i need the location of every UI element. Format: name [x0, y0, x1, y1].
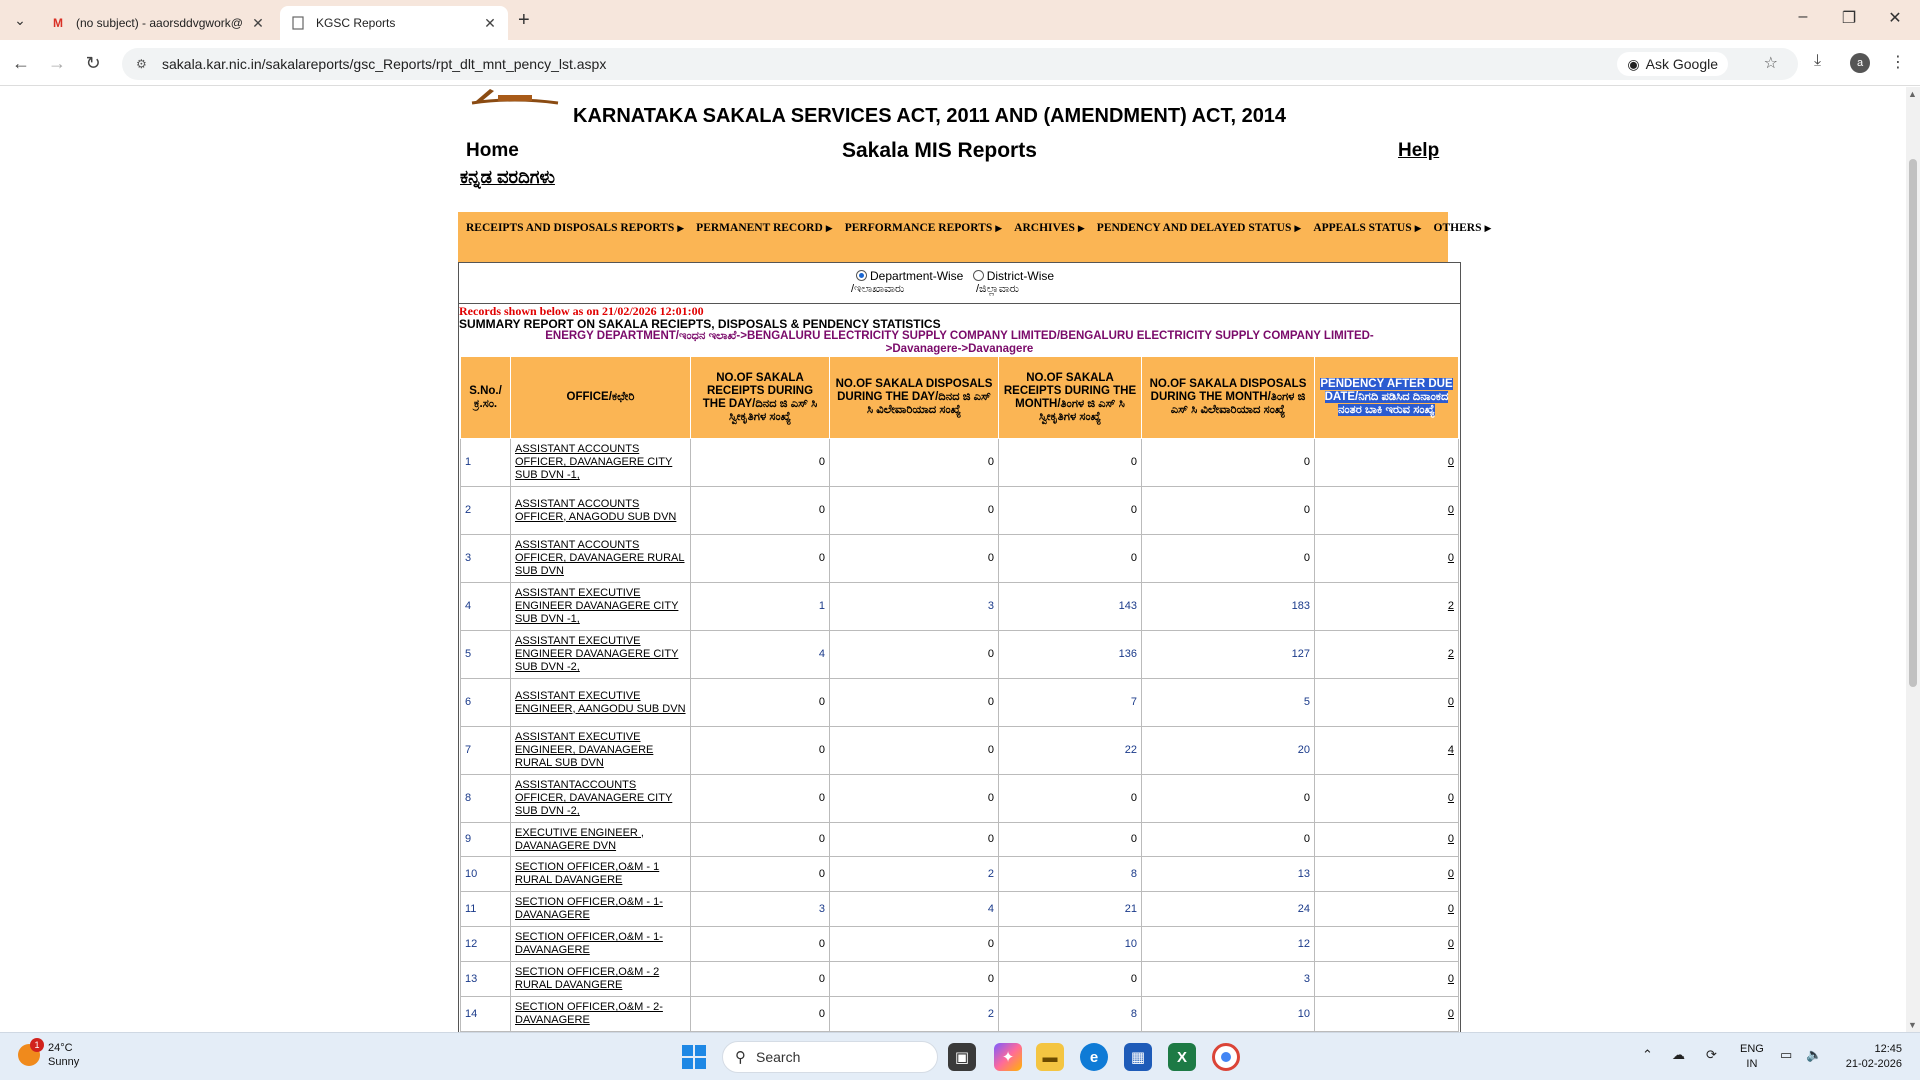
table-row [461, 487, 1459, 535]
table-row [461, 439, 1459, 487]
sno-cell: 14 [461, 997, 511, 1032]
rm-cell: 8 [999, 857, 1142, 892]
pendency-link[interactable]: 4 [1447, 744, 1454, 756]
forward-icon[interactable]: → [48, 53, 66, 73]
caret-right-icon: ▶ [1484, 223, 1492, 233]
caret-right-icon: ▶ [825, 223, 833, 233]
rm-cell: 0 [999, 962, 1142, 997]
dm-cell: 20 [1142, 727, 1315, 775]
rm-cell: 0 [999, 439, 1142, 487]
menu-performance-reports[interactable] [845, 222, 1002, 234]
pendency-cell[interactable] [1315, 535, 1459, 583]
dd-cell: 3 [830, 583, 999, 631]
chrome-icon[interactable] [1212, 1043, 1240, 1071]
menu-label: ARCHIVES [1014, 222, 1075, 234]
pendency-cell[interactable] [1315, 583, 1459, 631]
reload-icon[interactable]: ↻ [85, 53, 101, 73]
search-placeholder: Search [756, 1049, 801, 1065]
start-button[interactable] [682, 1045, 706, 1069]
report-table [460, 356, 1459, 1032]
restore-icon[interactable]: ❐ [1841, 10, 1857, 27]
menu-label: PENDENCY AND DELAYED STATUS [1096, 222, 1292, 234]
sno-cell: 4 [461, 583, 511, 631]
menu-label: APPEALS STATUS [1313, 222, 1412, 234]
rm-cell: 22 [999, 727, 1142, 775]
dd-cell: 0 [830, 927, 999, 962]
office-link[interactable]: ASSISTANT ACCOUNTS OFFICER, DAVANAGERE RURAL SUB DVN [515, 539, 685, 577]
dm-cell: 12 [1142, 927, 1315, 962]
dm-cell: 10 [1142, 997, 1315, 1032]
language-indicator[interactable] [1740, 1042, 1764, 1072]
office-link[interactable]: ASSISTANT EXECUTIVE ENGINEER, DAVANAGERE RURAL SUB DVN [515, 731, 654, 769]
caret-right-icon: ▶ [1077, 223, 1085, 233]
summary-heading: SUMMARY REPORT ON SAKALA RECIEPTS, DISPOSALS & PENDENCY STATISTICS [459, 317, 941, 331]
office-cell[interactable] [511, 535, 691, 583]
office-link[interactable]: SECTION OFFICER,O&M - 1-DAVANAGERE [515, 931, 663, 956]
rd-cell: 0 [691, 823, 830, 857]
table-row [461, 857, 1459, 892]
vertical-scrollbar[interactable] [1906, 87, 1920, 1032]
caret-right-icon: ▶ [1414, 223, 1422, 233]
rd-cell: 0 [691, 857, 830, 892]
rd-cell: 3 [691, 892, 830, 927]
sno-cell: 1 [461, 439, 511, 487]
dm-cell: 0 [1142, 535, 1315, 583]
weather-widget[interactable] [18, 1041, 79, 1069]
office-link[interactable]: ASSISTANT EXECUTIVE ENGINEER DAVANAGERE CITY SUB DVN -1, [515, 587, 679, 625]
tab-kgsc-reports[interactable] [280, 6, 508, 40]
table-row [461, 535, 1459, 583]
file-explorer-icon[interactable]: ▬ [1036, 1043, 1064, 1071]
pendency-link[interactable]: 2 [1447, 648, 1454, 660]
radio-selected-icon [856, 270, 867, 281]
dd-cell: 0 [830, 823, 999, 857]
edge-icon[interactable]: e [1080, 1043, 1108, 1071]
office-cell[interactable] [511, 892, 691, 927]
notification-badge: 1 [30, 1038, 44, 1052]
scroll-thumb[interactable] [1909, 159, 1917, 687]
office-cell[interactable] [511, 727, 691, 775]
col-receipts-day: NO.OF SAKALA RECEIPTS DURING THE DAY/ದಿನದ ಜಿ ಎಸ್ ಸಿ ಸ್ವೀಕೃತಿಗಳ ಸಂಖ್ಯೆ [691, 357, 830, 439]
wise-selector [856, 269, 1060, 283]
pendency-link[interactable]: 0 [1447, 867, 1454, 880]
sno-cell: 2 [461, 487, 511, 535]
menu-label: PERMANENT RECORD [696, 222, 823, 234]
records-timestamp: Records shown below as on 21/02/2026 12:01:00 [459, 304, 704, 318]
onedrive-icon[interactable]: ☁ [1672, 1047, 1685, 1062]
office-cell[interactable] [511, 927, 691, 962]
office-cell[interactable] [511, 583, 691, 631]
url-text: sakala.kar.nic.in/sakalareports/gsc_Reports/rpt_dlt_mnt_pency_lst.aspx [162, 56, 607, 72]
tab-title: (no subject) - aaorsddvgwork@ [76, 16, 243, 30]
dd-cell: 0 [830, 962, 999, 997]
pendency-link[interactable]: 0 [1447, 792, 1454, 804]
pendency-cell[interactable] [1315, 439, 1459, 487]
caret-right-icon: ▶ [677, 223, 685, 233]
rm-cell: 136 [999, 631, 1142, 679]
taskbar-search[interactable] [722, 1041, 938, 1073]
dm-cell: 0 [1142, 823, 1315, 857]
tab-strip [0, 0, 1920, 40]
rd-cell: 0 [691, 535, 830, 583]
pendency-cell[interactable] [1315, 727, 1459, 775]
rd-cell: 0 [691, 439, 830, 487]
menu-receipts-disposals[interactable] [466, 222, 684, 234]
dd-cell: 0 [830, 775, 999, 823]
office-link[interactable]: ASSISTANT EXECUTIVE ENGINEER DAVANAGERE CITY SUB DVN -2, [515, 635, 679, 673]
home-link[interactable]: Home [466, 140, 519, 161]
kannada-reports-link[interactable]: ಕನ್ನಡ ವರದಿಗಳು [460, 167, 555, 187]
pendency-cell[interactable] [1315, 679, 1459, 727]
date: 21-02-2026 [1845, 1058, 1902, 1070]
pendency-link[interactable]: 0 [1447, 937, 1454, 950]
ask-google-label: Ask Google [1645, 56, 1718, 72]
browser-toolbar [0, 40, 1920, 86]
act-title: KARNATAKA SAKALA SERVICES ACT, 2011 AND (AMENDMENT) ACT, 2014 [573, 105, 1287, 127]
rm-cell: 0 [999, 535, 1142, 583]
rm-cell: 0 [999, 823, 1142, 857]
sno-cell: 12 [461, 927, 511, 962]
rd-cell: 1 [691, 583, 830, 631]
temperature: 24°C [48, 1042, 73, 1054]
radio-label: District-Wise [986, 269, 1055, 283]
table-body [461, 439, 1459, 1032]
menu-appeals-status[interactable] [1313, 222, 1421, 234]
pendency-cell[interactable] [1315, 927, 1459, 962]
tray-chevron-icon[interactable]: ⌃ [1642, 1047, 1653, 1062]
office-link[interactable]: ASSISTANT ACCOUNTS OFFICER, DAVANAGERE CITY SUB DVN -1, [515, 443, 673, 481]
rm-cell: 7 [999, 679, 1142, 727]
bookmark-star-icon[interactable]: ☆ [1763, 55, 1778, 72]
sno-cell: 9 [461, 823, 511, 857]
col-sno: S.No./ ಕ್ರ.ಸಂ. [461, 357, 511, 439]
scroll-up-icon[interactable]: ▲ [1908, 89, 1917, 99]
rm-cell: 0 [999, 487, 1142, 535]
office-link[interactable]: SECTION OFFICER,O&M - 2-DAVANAGERE [515, 1001, 663, 1026]
rd-cell: 4 [691, 631, 830, 679]
dm-cell: 127 [1142, 631, 1315, 679]
close-tab-icon[interactable]: ✕ [484, 14, 496, 31]
pendency-link[interactable]: 0 [1447, 552, 1454, 564]
rd-cell: 0 [691, 962, 830, 997]
selected-header-text: PENDENCY AFTER DUE DATE/ನಿಗದಿ ಪಡಿಸಿದ ದಿನಾಂಕದ ನಂತರ ಬಾಕಿ ಇರುವ ಸಂಖ್ಯೆ [1320, 378, 1453, 416]
caret-right-icon: ▶ [995, 223, 1003, 233]
sno-cell: 6 [461, 679, 511, 727]
rd-cell: 0 [691, 679, 830, 727]
office-link[interactable]: SECTION OFFICER,O&M - 2 RURAL DAVANGERE [515, 966, 660, 991]
dm-cell: 0 [1142, 487, 1315, 535]
office-link[interactable]: ASSISTANT ACCOUNTS OFFICER, ANAGODU SUB DVN [515, 497, 677, 523]
rd-cell: 0 [691, 775, 830, 823]
pendency-cell[interactable] [1315, 857, 1459, 892]
table-row [461, 823, 1459, 857]
scroll-down-icon[interactable]: ▼ [1908, 1020, 1917, 1030]
office-link[interactable]: ASSISTANT EXECUTIVE ENGINEER, AANGODU SUB DVN [515, 689, 686, 715]
sno-cell: 5 [461, 631, 511, 679]
menu-label: RECEIPTS AND DISPOSALS REPORTS [466, 222, 675, 234]
rd-cell: 0 [691, 997, 830, 1032]
dd-cell: 2 [830, 857, 999, 892]
dd-cell: 0 [830, 727, 999, 775]
office-cell[interactable] [511, 823, 691, 857]
district-wise-radio[interactable] [973, 269, 1054, 283]
search-icon: ⚲ [735, 1049, 746, 1066]
page-icon [290, 15, 306, 31]
rm-cell: 0 [999, 775, 1142, 823]
download-icon[interactable]: ⤓ [1814, 52, 1822, 69]
avatar[interactable]: a [1850, 53, 1870, 73]
col-receipts-month: NO.OF SAKALA RECEIPTS DURING THE MONTH/ತಿಂಗಳ ಜಿ ಎಸ್ ಸಿ ಸ್ವೀಕೃತಿಗಳ ಸಂಖ್ಯೆ [999, 357, 1142, 439]
office-link[interactable]: EXECUTIVE ENGINEER , DAVANAGERE DVN [515, 826, 644, 852]
table-row [461, 892, 1459, 927]
clock[interactable] [1836, 1042, 1902, 1072]
rm-cell: 10 [999, 927, 1142, 962]
department-wise-kn-label: /ಇಲಾಖಾವಾರು [851, 283, 905, 295]
office-link[interactable]: SECTION OFFICER,O&M - 1 RURAL DAVANGERE [515, 861, 660, 886]
time: 12:45 [1874, 1043, 1902, 1055]
gmail-icon: M [53, 16, 63, 30]
dm-cell: 3 [1142, 962, 1315, 997]
department-wise-radio[interactable] [856, 269, 963, 283]
pendency-cell[interactable] [1315, 962, 1459, 997]
col-disposals-month: NO.OF SAKALA DISPOSALS DURING THE MONTH/ತಿಂಗಳ ಜಿ ಎಸ್ ಸಿ ವಿಲೇವಾರಿಯಾದ ಸಂಖ್ಯೆ [1142, 357, 1315, 439]
rm-cell: 143 [999, 583, 1142, 631]
volume-icon[interactable]: 🔈 [1806, 1047, 1823, 1062]
dm-cell: 13 [1142, 857, 1315, 892]
tab-title: KGSC Reports [316, 16, 396, 30]
sno-cell: 11 [461, 892, 511, 927]
table-row [461, 679, 1459, 727]
office-cell[interactable] [511, 487, 691, 535]
dm-cell: 183 [1142, 583, 1315, 631]
menu-pendency-delayed[interactable] [1097, 222, 1302, 234]
address-bar[interactable] [122, 48, 1798, 80]
site-info-icon[interactable]: ⚙ [136, 57, 147, 71]
sync-icon[interactable]: ⟳ [1706, 1047, 1717, 1062]
caret-right-icon: ▶ [1294, 223, 1302, 233]
store-icon[interactable]: ▦ [1124, 1043, 1152, 1071]
dd-cell: 0 [830, 535, 999, 583]
table-row [461, 631, 1459, 679]
pendency-cell[interactable] [1315, 997, 1459, 1032]
col-disposals-day: NO.OF SAKALA DISPOSALS DURING THE DAY/ದಿನದ ಜಿ ಎಸ್ ಸಿ ವಿಲೇವಾರಿಯಾದ ಸಂಖ್ಯೆ [830, 357, 999, 439]
office-link[interactable]: ASSISTANTACCOUNTS OFFICER, DAVANAGERE CITY SUB DVN -2, [515, 779, 673, 817]
pendency-link[interactable]: 0 [1447, 456, 1454, 468]
office-cell[interactable] [511, 857, 691, 892]
emblem-icon [468, 87, 560, 107]
page-viewport [0, 87, 1906, 1032]
region-code: IN [1746, 1058, 1758, 1070]
excel-icon[interactable]: X [1168, 1043, 1196, 1071]
rd-cell: 0 [691, 927, 830, 962]
table-row [461, 927, 1459, 962]
breadcrumb-line: >Davanagere->Davanagere [885, 343, 1034, 355]
sun-icon [18, 1040, 40, 1066]
pendency-link[interactable]: 0 [1447, 902, 1454, 915]
pendency-cell[interactable] [1315, 775, 1459, 823]
minimize-icon[interactable]: – [1798, 8, 1808, 25]
pendency-link[interactable]: 0 [1447, 972, 1454, 985]
network-icon[interactable]: ▭ [1780, 1047, 1793, 1062]
menu-kebab-icon[interactable]: ⋮ [1890, 54, 1906, 71]
menu-label: OTHERS [1433, 222, 1482, 234]
dm-cell: 0 [1142, 775, 1315, 823]
new-tab-button[interactable]: + [518, 9, 530, 31]
tab-search-icon[interactable]: ⌄ [14, 11, 26, 28]
lens-icon: ◉ [1627, 55, 1640, 72]
pendency-link[interactable]: 0 [1447, 833, 1454, 845]
taskbar [0, 1032, 1920, 1080]
rd-cell: 0 [691, 487, 830, 535]
dm-cell: 24 [1142, 892, 1315, 927]
office-cell[interactable] [511, 631, 691, 679]
dm-cell: 5 [1142, 679, 1315, 727]
close-tab-icon[interactable]: ✕ [252, 14, 264, 31]
sno-cell: 7 [461, 727, 511, 775]
pendency-link[interactable]: 2 [1447, 600, 1454, 612]
office-cell[interactable] [511, 962, 691, 997]
weather-condition: Sunny [48, 1056, 80, 1068]
office-cell[interactable] [511, 679, 691, 727]
dd-cell: 4 [830, 892, 999, 927]
sno-cell: 10 [461, 857, 511, 892]
pendency-cell[interactable] [1315, 631, 1459, 679]
lang-code: ENG [1740, 1043, 1764, 1055]
radio-unselected-icon [973, 270, 984, 281]
menu-permanent-record[interactable] [696, 222, 833, 234]
district-wise-kn-label: /ಜಿಲ್ಲಾವಾರು [976, 283, 1020, 295]
pendency-link[interactable]: 0 [1447, 696, 1454, 708]
menu-others[interactable] [1434, 222, 1492, 234]
back-icon[interactable]: ← [12, 53, 30, 73]
copilot-icon[interactable]: ✦ [994, 1043, 1022, 1071]
office-cell[interactable] [511, 997, 691, 1032]
col-office: OFFICE/ಕಛೇರಿ [511, 357, 691, 439]
sno-cell: 13 [461, 962, 511, 997]
tab-gmail[interactable] [40, 6, 276, 40]
sno-cell: 8 [461, 775, 511, 823]
menu-archives[interactable] [1014, 222, 1085, 234]
dd-cell: 0 [830, 631, 999, 679]
pendency-link[interactable]: 0 [1447, 504, 1454, 516]
dd-cell: 0 [830, 679, 999, 727]
table-header-row [461, 357, 1459, 439]
menu-label: PERFORMANCE REPORTS [844, 222, 993, 234]
ask-google-button[interactable] [1617, 52, 1728, 76]
table-row [461, 997, 1459, 1032]
task-view-icon[interactable]: ▣ [948, 1043, 976, 1071]
rm-cell: 21 [999, 892, 1142, 927]
office-cell[interactable] [511, 439, 691, 487]
close-window-icon[interactable]: ✕ [1888, 10, 1902, 27]
dd-cell: 2 [830, 997, 999, 1032]
department-breadcrumb [459, 330, 1460, 356]
radio-label: Department-Wise [870, 269, 964, 283]
pendency-cell[interactable] [1315, 892, 1459, 927]
page-title: Sakala MIS Reports [842, 139, 1037, 162]
office-link[interactable]: SECTION OFFICER,O&M - 1-DAVANAGERE [515, 896, 663, 921]
table-row [461, 727, 1459, 775]
pendency-cell[interactable] [1315, 823, 1459, 857]
report-panel [458, 262, 1461, 1032]
table-row [461, 583, 1459, 631]
dd-cell: 0 [830, 487, 999, 535]
rd-cell: 0 [691, 727, 830, 775]
table-row [461, 775, 1459, 823]
pendency-link[interactable]: 0 [1447, 1007, 1454, 1020]
office-cell[interactable] [511, 775, 691, 823]
sno-cell: 3 [461, 535, 511, 583]
help-link[interactable]: Help [1398, 140, 1440, 161]
dd-cell: 0 [830, 439, 999, 487]
rm-cell: 8 [999, 997, 1142, 1032]
pendency-cell[interactable] [1315, 487, 1459, 535]
main-menu [458, 212, 1492, 263]
col-pendency [1315, 357, 1459, 439]
breadcrumb-line: ENERGY DEPARTMENT/ಇಂಧನ ಇಲಾಖೆ->BENGALURU ELECTRICITY SUPPLY COMPANY LIMITED/BENGALURU ELECTRICITY SUPPLY COMPANY LIMITED- [545, 330, 1374, 342]
table-row [461, 962, 1459, 997]
dm-cell: 0 [1142, 439, 1315, 487]
